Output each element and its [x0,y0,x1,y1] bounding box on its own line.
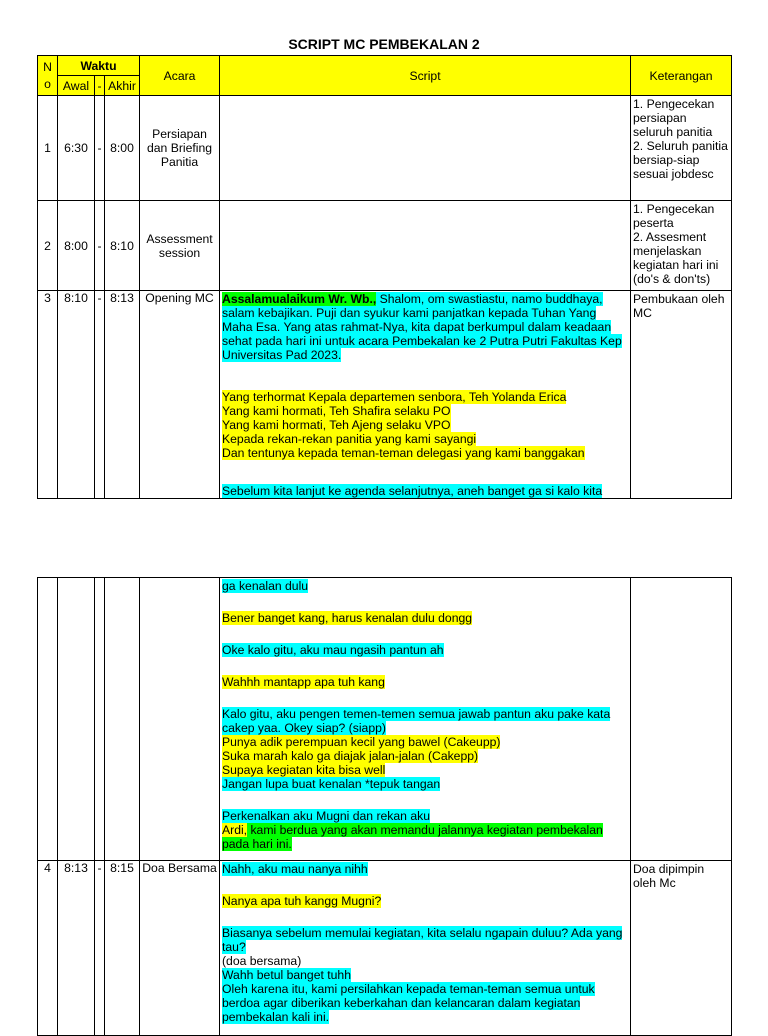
script-line: Supaya kegiatan kita bisa well [222,763,386,777]
header-dash: - [95,76,105,96]
transition-line: Sebelum kita lanjut ke agenda selanjutnya, aneh banget ga si kalo kita [222,484,603,498]
cell-no [38,578,58,861]
cell-awal: 6:30 [58,96,95,201]
script-line: Nahh, aku mau nanya nihh [222,862,368,876]
cell-akhir: 8:10 [105,201,140,291]
cell-keterangan: Doa dipimpin oleh Mc [631,861,732,1036]
cell-no: 4 [38,861,58,1036]
cell-awal: 8:00 [58,201,95,291]
header-row-1 [38,56,732,76]
script-line: Ardi, [222,823,248,837]
opening-text: Shalom, om swastiastu, namo buddhaya, salam kebajikan. Puji dan syukur kami panjatkan kepada Tuhan Yang Maha Esa. Yang atas rahmat-Nya, kita dapat berkumpul dalam keadaan sehat pada hari ini untuk acara Pembekalan ke 2 Putra Putri Fakultas Kep Universitas Pad 2023. [222,292,622,362]
salutation-line: Yang terhormat Kepala departemen senbora, Teh Yolanda Erica [222,390,567,404]
cell-acara: Doa Bersama [140,861,220,1036]
script-table-continued [37,577,732,1036]
table-row [38,861,732,1036]
script-line: Oke kalo gitu, aku mau ngasih pantun ah [222,643,444,657]
header-acara: Acara [140,56,220,96]
salutation-line: Yang kami hormati, Teh Ajeng selaku VPO [222,418,451,432]
document-title: SCRIPT MC PEMBEKALAN 2 [288,36,480,52]
script-line: Jangan lupa buat kenalan *tepuk tangan [222,777,441,791]
cell-awal [58,578,95,861]
script-line: Perkenalkan aku Mugni dan rekan aku [222,809,430,823]
script-line: (doa bersama) [222,954,302,968]
script-line: Suka marah kalo ga diajak jalan-jalan (Cakepp) [222,749,479,763]
cell-dash: - [95,96,105,201]
cell-awal: 8:10 [58,291,95,499]
header-waktu: Waktu [58,56,140,76]
table-row-continued [38,578,732,861]
script-line: Nanya apa tuh kangg Mugni? [222,894,382,908]
cell-script [220,291,631,499]
cell-awal: 8:13 [58,861,95,1036]
cell-acara: Persiapan dan Briefing Panitia [140,96,220,201]
script-line: Kalo gitu, aku pengen temen-temen semua jawab pantun aku pake kata cakep yaa. Okey siap? (siapp) [222,707,611,735]
cell-dash: - [95,201,105,291]
cell-keterangan [631,578,732,861]
salutation-line: Yang kami hormati, Teh Shafira selaku PO [222,404,451,418]
cell-akhir: 8:15 [105,861,140,1036]
cell-no: 3 [38,291,58,499]
cell-no: 2 [38,201,58,291]
cell-no: 1 [38,96,58,201]
cell-keterangan: Pembukaan oleh MC [631,291,732,499]
cell-akhir: 8:00 [105,96,140,201]
header-awal: Awal [58,76,95,96]
header-akhir: Akhir [105,76,140,96]
cell-script [220,578,631,861]
cell-script [220,201,631,291]
cell-acara: Opening MC [140,291,220,499]
greeting-text: Assalamualaikum Wr. Wb., [222,292,377,306]
script-table [37,55,732,499]
cell-script [220,861,631,1036]
cell-dash [95,578,105,861]
script-line: Punya adik perempuan kecil yang bawel (Cakeupp) [222,735,501,749]
script-line: ga kenalan dulu [222,579,309,593]
salutation-line: Dan tentunya kepada teman-teman delegasi yang kami banggakan [222,446,585,460]
script-line: Biasanya sebelum memulai kegiatan, kita selalu ngapain duluu? Ada yang tau? [222,926,623,954]
script-line: Wahh betul banget tuhh [222,968,351,982]
cell-acara: Assessment session [140,201,220,291]
salutation-line: Kepada rekan-rekan panitia yang kami sayangi [222,432,477,446]
cell-akhir [105,578,140,861]
cell-keterangan: 1. Pengecekan persiapan seluruh panitia 2. Seluruh panitia bersiap-siap sesuai jobdesc [631,96,732,201]
script-line: kami berdua yang akan memandu jalannya kegiatan pembekalan pada hari ini. [222,823,603,851]
cell-dash: - [95,291,105,499]
script-line: Wahhh mantapp apa tuh kang [222,675,385,689]
script-line: Oleh karena itu, kami persilahkan kepada teman-teman semua untuk berdoa agar diberikan keberkahan dan kelancaran dalam kegiatan pembekalan kali ini. [222,982,595,1024]
cell-dash: - [95,861,105,1036]
cell-script [220,96,631,201]
cell-keterangan: 1. Pengecekan peserta 2. Assesment menjelaskan kegiatan hari ini (do's & don'ts) [631,201,732,291]
table-row [38,96,732,201]
header-keterangan: Keterangan [631,56,732,96]
header-no: N o [38,56,58,96]
script-line: Bener banget kang, harus kenalan dulu dongg [222,611,473,625]
cell-akhir: 8:13 [105,291,140,499]
cell-acara [140,578,220,861]
header-script: Script [220,56,631,96]
table-row [38,291,732,499]
table-row [38,201,732,291]
